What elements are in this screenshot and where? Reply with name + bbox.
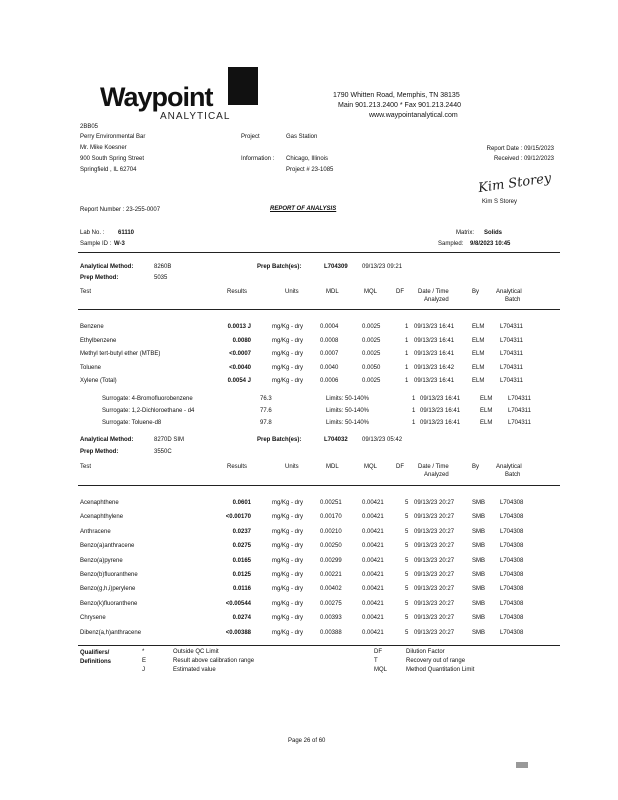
company-logo-name: Waypoint xyxy=(100,82,213,112)
surrogate-limits: Limits: 50-140% xyxy=(326,408,370,414)
qualifier-text: Outside QC Limit xyxy=(173,649,219,655)
col-batch: Analytical xyxy=(496,464,522,470)
mdl: 0.0007 xyxy=(320,351,339,357)
mdl: 0.00299 xyxy=(320,557,342,564)
analyzed-date: 09/13/23 20:27 xyxy=(414,557,455,564)
definition-text: Dilution Factor xyxy=(406,649,445,655)
df: 1 xyxy=(405,324,409,330)
surrogate-name: Surrogate: 4-Bromofluorobenzene xyxy=(102,396,193,402)
company-phone: Main 901.213.2400 * Fax 901.213.2440 xyxy=(338,102,461,109)
analytical-batch: L704308 xyxy=(500,629,524,636)
col-mdl: MDL xyxy=(326,464,339,470)
analyzed-date: 09/13/23 16:41 xyxy=(420,420,461,426)
analyst: ELM xyxy=(472,378,485,384)
table-row xyxy=(0,408,618,418)
qualifier-code: * xyxy=(142,649,145,655)
units: mg/Kg - dry xyxy=(272,629,304,636)
analyzed-date: 09/13/23 16:41 xyxy=(420,408,461,414)
analyzed-date: 09/13/23 20:27 xyxy=(414,514,455,521)
result-value: 0.0237 xyxy=(232,528,251,535)
df: 5 xyxy=(405,629,409,636)
analyzed-date: 09/13/23 16:41 xyxy=(414,351,455,357)
table-row xyxy=(0,365,618,375)
sample-id-label: Sample ID : xyxy=(80,241,112,247)
analyst: ELM xyxy=(472,364,485,371)
company-logo-sub: ANALYTICAL xyxy=(160,111,231,122)
test-name: Anthracene xyxy=(80,528,111,535)
test-name: Benzo(a)pyrene xyxy=(80,557,123,564)
analyzed-date: 09/13/23 20:27 xyxy=(414,543,455,550)
col-by: By xyxy=(472,289,480,295)
units: mg/Kg - dry xyxy=(272,572,304,578)
table-row xyxy=(0,420,618,430)
analyst: ELM xyxy=(480,420,493,426)
analyzed-date: 09/13/23 20:27 xyxy=(414,629,455,636)
test-name: Benzo(k)fluoranthene xyxy=(80,600,138,607)
df: 1 xyxy=(405,351,409,357)
analyzed-date: 09/13/23 16:41 xyxy=(420,396,461,402)
prep2-value: 3550C xyxy=(154,449,172,455)
mql: 0.0025 xyxy=(362,351,381,357)
divider xyxy=(78,645,560,646)
sample-id-value: W-3 xyxy=(114,241,125,247)
result-value: 0.0054 J xyxy=(227,378,251,384)
signature: Kim Storey xyxy=(477,170,553,197)
analytical-batch: L704308 xyxy=(500,514,524,521)
definition-code: MQL xyxy=(374,667,388,673)
mql: 0.00421 xyxy=(362,600,384,607)
result-value: 0.0080 xyxy=(232,337,251,344)
mql: 0.00421 xyxy=(362,514,384,521)
mql: 0.0025 xyxy=(362,378,381,384)
company-web: www.waypointanalytical.com xyxy=(369,112,458,119)
analyst: ELM xyxy=(480,396,493,402)
test-name: Benzo(b)fluoranthene xyxy=(80,572,138,578)
definition-code: DF xyxy=(374,649,382,655)
mql: 0.00421 xyxy=(362,500,384,506)
analytical-batch: L704308 xyxy=(500,500,524,506)
col-mql: MQL xyxy=(364,464,378,470)
received-date: Received : 09/12/2023 xyxy=(493,156,554,162)
analytical-batch: L704311 xyxy=(508,420,531,426)
project-info-label: Information : xyxy=(241,156,275,162)
divider xyxy=(78,252,560,253)
analytical-batch: L704311 xyxy=(508,408,531,414)
table-row xyxy=(0,543,618,553)
col-batch2: Batch xyxy=(505,472,521,478)
analyst: ELM xyxy=(472,337,485,344)
surrogate-recovery: 77.6 xyxy=(260,408,272,414)
table-row xyxy=(0,324,618,334)
qualifier-code: J xyxy=(142,667,145,673)
df: 5 xyxy=(405,514,409,521)
method1-label: Analytical Method: xyxy=(80,264,134,270)
analyst: SMB xyxy=(472,500,486,506)
table-row xyxy=(0,615,618,625)
test-name: Benzo(g,h,i)perylene xyxy=(80,586,136,593)
test-name: Dibenz(a,h)anthracene xyxy=(80,629,142,636)
logo-mark xyxy=(228,67,258,105)
test-name: Ethylbenzene xyxy=(80,337,117,344)
stamp-mark xyxy=(516,762,528,768)
surrogate-name: Surrogate: Toluene-d8 xyxy=(102,420,162,426)
table-row xyxy=(0,572,618,582)
qualifier-text: Result above calibration range xyxy=(173,658,255,664)
definition-code: T xyxy=(374,658,378,664)
project-value: Gas Station xyxy=(286,134,318,140)
mql: 0.00421 xyxy=(362,543,384,550)
units: mg/Kg - dry xyxy=(272,557,304,564)
analyst: SMB xyxy=(472,615,486,622)
test-name: Methyl tert-butyl ether (MTBE) xyxy=(80,351,161,357)
df: 1 xyxy=(405,364,409,371)
df: 1 xyxy=(412,420,416,426)
df: 5 xyxy=(405,543,409,550)
table-row xyxy=(0,500,618,510)
table-row xyxy=(0,630,618,640)
mdl: 0.00388 xyxy=(320,629,342,636)
test-name: Toluene xyxy=(80,364,102,371)
result-value: 0.0125 xyxy=(232,572,251,578)
result-value: 0.0601 xyxy=(232,500,251,506)
units: mg/Kg - dry xyxy=(272,364,304,371)
mdl: 0.00393 xyxy=(320,615,342,622)
analyzed-date: 09/13/23 20:27 xyxy=(414,615,455,622)
analyst: SMB xyxy=(472,600,486,607)
table-row xyxy=(0,338,618,348)
col-mdl: MDL xyxy=(326,289,339,295)
df: 5 xyxy=(405,600,409,607)
qualifier-code: E xyxy=(142,658,147,664)
analytical-batch: L704308 xyxy=(500,572,524,578)
mql: 0.00421 xyxy=(362,572,384,578)
analytical-batch: L704308 xyxy=(500,615,524,622)
mdl: 0.0008 xyxy=(320,337,339,344)
divider xyxy=(78,485,560,486)
analyst: ELM xyxy=(480,408,493,414)
analytical-batch: L704308 xyxy=(500,543,524,550)
test-name: Acenaphthene xyxy=(80,500,119,506)
report-number: Report Number : 23-255-0007 xyxy=(80,207,161,213)
method1-value: 8260B xyxy=(154,264,172,270)
result-value: 0.0013 J xyxy=(227,324,251,330)
col-results: Results xyxy=(227,289,248,295)
analytical-batch: L704308 xyxy=(500,600,524,607)
df: 5 xyxy=(405,572,409,578)
analyst: ELM xyxy=(472,351,485,357)
project-label: Project xyxy=(241,134,260,140)
col-by: By xyxy=(472,464,480,470)
table-row xyxy=(0,396,618,406)
mdl: 0.00250 xyxy=(320,543,342,550)
col-test: Test xyxy=(80,289,92,295)
units: mg/Kg - dry xyxy=(272,351,304,357)
analyst: SMB xyxy=(472,528,486,535)
col-df: DF xyxy=(396,289,404,295)
mdl: 0.00402 xyxy=(320,586,342,593)
analyzed-date: 09/13/23 20:27 xyxy=(414,586,455,593)
units: mg/Kg - dry xyxy=(272,600,304,607)
method2-label: Analytical Method: xyxy=(80,437,134,443)
df: 5 xyxy=(405,615,409,622)
definitions-heading: Definitions xyxy=(80,659,111,665)
units: mg/Kg - dry xyxy=(272,378,304,384)
df: 5 xyxy=(405,528,409,535)
prep2-label: Prep Method: xyxy=(80,449,119,455)
col-analyzed: Analyzed xyxy=(424,297,449,303)
definition-text: Recovery out of range xyxy=(406,658,466,664)
df: 5 xyxy=(405,557,409,564)
mdl: 0.00275 xyxy=(320,600,342,607)
table-row xyxy=(0,601,618,611)
col-mql: MQL xyxy=(364,289,378,295)
analytical-batch: L704308 xyxy=(500,586,524,593)
test-name: Benzo(a)anthracene xyxy=(80,543,135,550)
col-test: Test xyxy=(80,464,92,470)
definition-text: Method Quantitation Limit xyxy=(406,667,475,673)
col-batch: Analytical xyxy=(496,289,522,295)
df: 5 xyxy=(405,500,409,506)
mql: 0.00421 xyxy=(362,528,384,535)
units: mg/Kg - dry xyxy=(272,528,304,535)
table-row xyxy=(0,378,618,388)
mql: 0.0025 xyxy=(362,324,381,330)
mdl: 0.0004 xyxy=(320,324,339,330)
qualifier-text: Estimated value xyxy=(173,667,216,673)
analyzed-date: 09/13/23 16:42 xyxy=(414,364,455,371)
mql: 0.00421 xyxy=(362,629,384,636)
matrix-value: Solids xyxy=(484,230,503,236)
analyzed-date: 09/13/23 16:41 xyxy=(414,324,455,330)
analytical-batch: L704311 xyxy=(508,396,531,402)
analyst: SMB xyxy=(472,572,486,578)
lab-no-value: 61110 xyxy=(118,230,135,236)
col-date: Date / Time xyxy=(418,464,449,470)
list-item xyxy=(0,667,618,677)
method2-value: 8270D SIM xyxy=(154,437,185,443)
result-value: 0.0274 xyxy=(232,615,251,622)
col-batch2: Batch xyxy=(505,297,521,303)
project-number: Project # 23-1085 xyxy=(286,167,334,173)
result-value: 0.0116 xyxy=(232,586,251,593)
signer-name: Kim S Storey xyxy=(482,199,518,205)
mdl: 0.00251 xyxy=(320,500,342,506)
analytical-batch: L704308 xyxy=(500,557,524,564)
batch2-value: L704032 xyxy=(324,437,348,443)
analyzed-date: 09/13/23 20:27 xyxy=(414,500,455,506)
mdl: 0.0006 xyxy=(320,378,339,384)
batch1-label: Prep Batch(es): xyxy=(257,264,302,270)
report-date: Report Date : 09/15/2023 xyxy=(486,146,554,152)
prep1-label: Prep Method: xyxy=(80,275,119,281)
client-name: Perry Environmental Bar xyxy=(80,134,146,140)
surrogate-name: Surrogate: 1,2-Dichloroethane - d4 xyxy=(102,408,195,414)
test-name: Xylene (Total) xyxy=(80,378,117,384)
surrogate-recovery: 97.8 xyxy=(260,420,272,426)
client-code: 2BB05 xyxy=(80,124,99,130)
result-value: <0.0007 xyxy=(229,351,251,357)
mdl: 0.00210 xyxy=(320,528,342,535)
col-results: Results xyxy=(227,464,248,470)
result-value: <0.00544 xyxy=(225,600,251,607)
batch2-label: Prep Batch(es): xyxy=(257,437,302,443)
analyzed-date: 09/13/23 16:41 xyxy=(414,378,455,384)
table-row xyxy=(0,586,618,596)
surrogate-limits: Limits: 50-140% xyxy=(326,396,370,402)
units: mg/Kg - dry xyxy=(272,337,304,344)
page-number: Page 26 of 60 xyxy=(288,738,326,744)
df: 1 xyxy=(405,378,409,384)
table-row xyxy=(0,529,618,539)
units: mg/Kg - dry xyxy=(272,324,304,330)
divider xyxy=(78,309,560,310)
client-city: Springfield , IL 62704 xyxy=(80,167,137,173)
analytical-batch: L704311 xyxy=(500,337,523,344)
mql: 0.00421 xyxy=(362,557,384,564)
analytical-batch: L704308 xyxy=(500,528,524,535)
mql: 0.0050 xyxy=(362,364,381,371)
client-attn: Mr. Mike Koesner xyxy=(80,145,127,151)
df: 1 xyxy=(412,408,416,414)
analytical-batch: L704311 xyxy=(500,324,523,330)
col-date: Date / Time xyxy=(418,289,449,295)
analyst: SMB xyxy=(472,629,486,636)
col-units: Units xyxy=(285,464,299,470)
batch1-date: 09/13/23 09:21 xyxy=(362,264,403,270)
lab-no-label: Lab No. : xyxy=(80,230,105,236)
matrix-label: Matrix: xyxy=(456,230,474,236)
mdl: 0.00170 xyxy=(320,514,342,521)
mql: 0.00421 xyxy=(362,586,384,593)
result-value: 0.0165 xyxy=(232,557,251,564)
analyst: SMB xyxy=(472,586,486,593)
sampled-value: 9/8/2023 10:45 xyxy=(470,241,511,247)
table-row xyxy=(0,351,618,361)
result-value: <0.00388 xyxy=(225,629,251,636)
result-value: <0.00170 xyxy=(225,514,251,521)
analyzed-date: 09/13/23 20:27 xyxy=(414,528,455,535)
client-street: 900 South Spring Street xyxy=(80,156,145,162)
df: 5 xyxy=(405,586,409,593)
col-units: Units xyxy=(285,289,299,295)
table-row xyxy=(0,558,618,568)
qualifiers-heading: Qualifiers/ xyxy=(80,650,110,656)
units: mg/Kg - dry xyxy=(272,500,304,506)
units: mg/Kg - dry xyxy=(272,615,304,622)
df: 1 xyxy=(405,337,409,344)
batch1-value: L704309 xyxy=(324,264,348,270)
col-df: DF xyxy=(396,464,404,470)
analyst: SMB xyxy=(472,514,486,521)
units: mg/Kg - dry xyxy=(272,586,304,593)
table-row xyxy=(0,514,618,524)
mdl: 0.00221 xyxy=(320,572,342,578)
surrogate-recovery: 76.3 xyxy=(260,396,272,402)
project-info-value: Chicago, Illinois xyxy=(286,156,329,162)
test-name: Chrysene xyxy=(80,615,106,622)
analyzed-date: 09/13/23 20:27 xyxy=(414,572,455,578)
mdl: 0.0040 xyxy=(320,364,339,371)
prep1-value: 5035 xyxy=(154,275,168,281)
units: mg/Kg - dry xyxy=(272,514,304,521)
col-analyzed: Analyzed xyxy=(424,472,449,478)
test-name: Benzene xyxy=(80,324,104,330)
analyst: ELM xyxy=(472,324,485,330)
result-value: 0.0275 xyxy=(232,543,251,550)
report-title: REPORT OF ANALYSIS xyxy=(270,206,337,212)
mql: 0.0025 xyxy=(362,337,381,344)
company-address: 1790 Whitten Road, Memphis, TN 38135 xyxy=(333,92,460,99)
analyst: SMB xyxy=(472,543,486,550)
analytical-batch: L704311 xyxy=(500,351,523,357)
test-name: Acenaphthylene xyxy=(80,514,124,521)
analytical-batch: L704311 xyxy=(500,378,523,384)
sampled-label: Sampled: xyxy=(438,241,464,247)
analyst: SMB xyxy=(472,557,486,564)
mql: 0.00421 xyxy=(362,615,384,622)
analyzed-date: 09/13/23 20:27 xyxy=(414,600,455,607)
surrogate-limits: Limits: 50-140% xyxy=(326,420,370,426)
units: mg/Kg - dry xyxy=(272,543,304,550)
df: 1 xyxy=(412,396,416,402)
result-value: <0.0040 xyxy=(229,364,251,371)
analytical-batch: L704311 xyxy=(500,364,523,371)
batch2-date: 09/13/23 05:42 xyxy=(362,437,403,443)
analyzed-date: 09/13/23 16:41 xyxy=(414,337,455,344)
